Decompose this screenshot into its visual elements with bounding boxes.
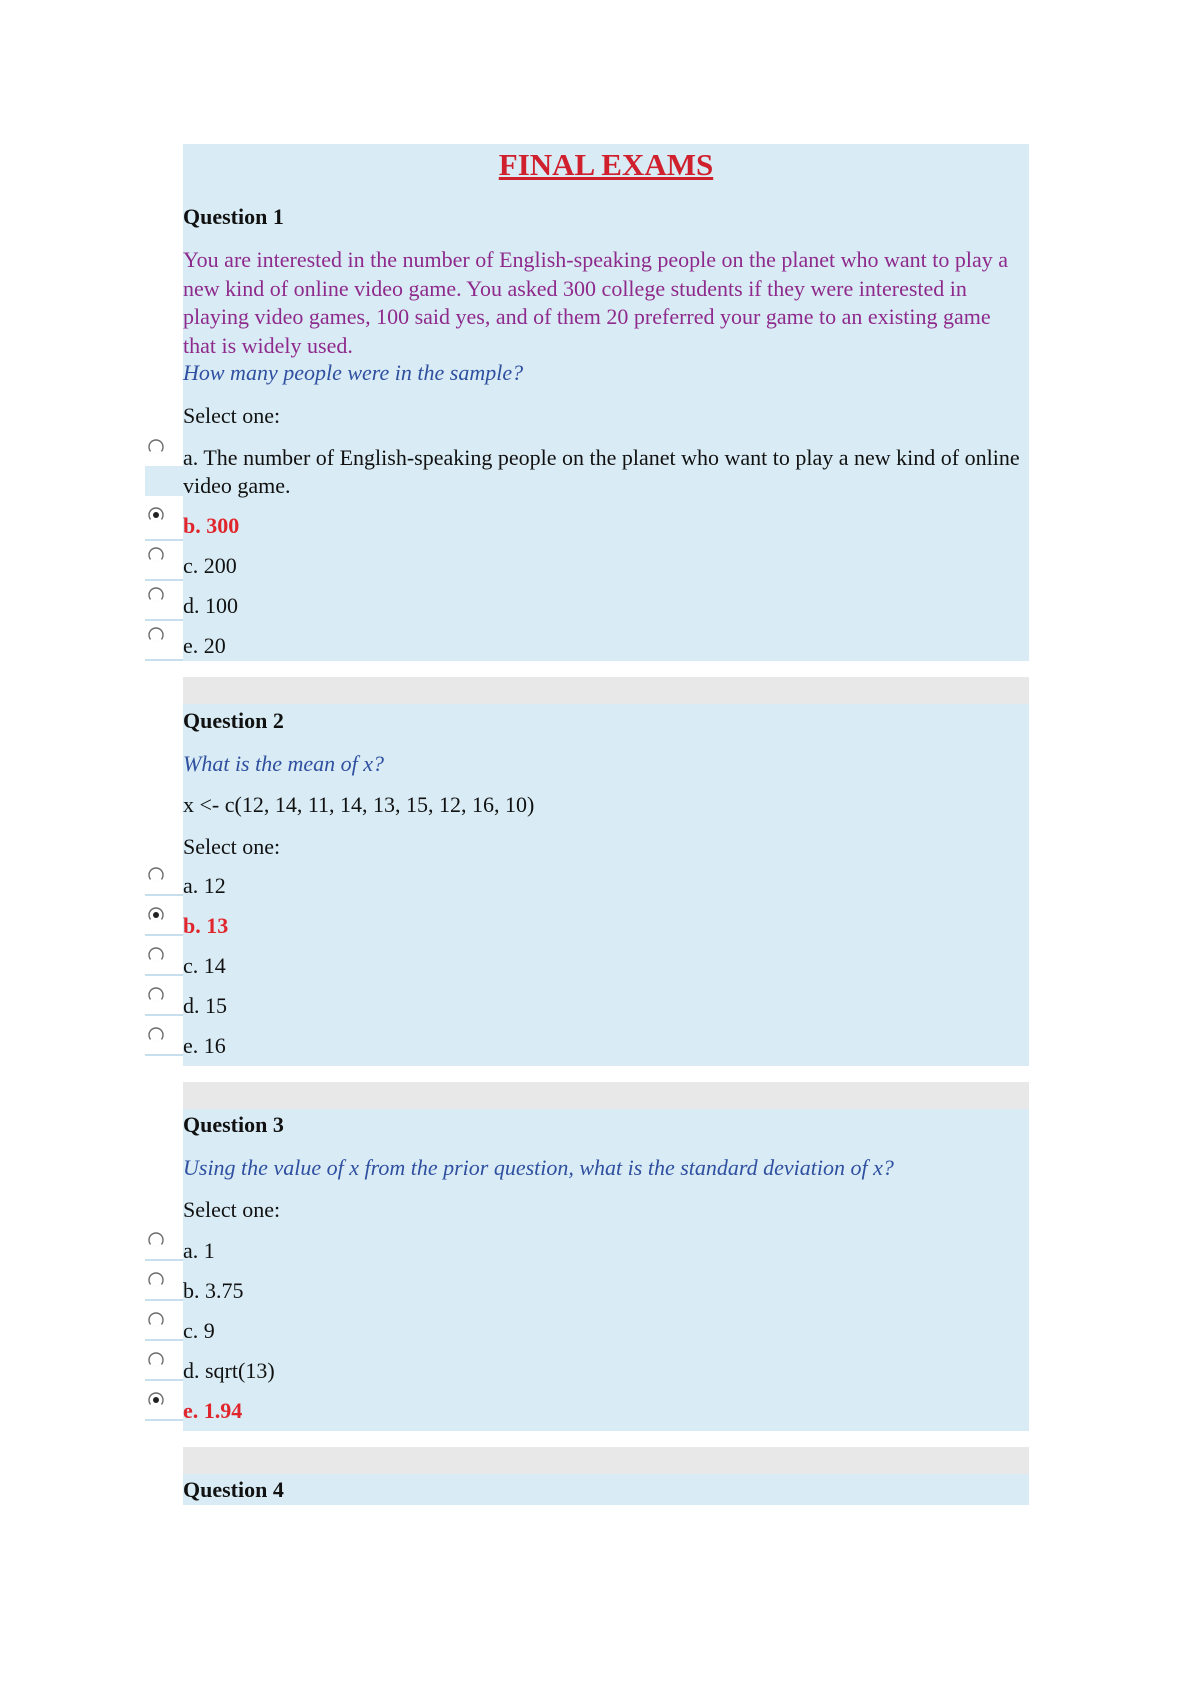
question-3-prompt: Using the value of x from the prior question, what is the standard deviation of x? [183, 1155, 894, 1180]
radio-button[interactable] [147, 438, 165, 456]
radio-button[interactable] [147, 1271, 165, 1289]
question-1-stem: You are interested in the number of English-speaking people on the planet who want to play a new kind of online video game. You asked 300 college students if they were interested in playing video games, 100 said yes, and of them 20 preferred your game to an existing game that is widely used. [183, 247, 1009, 358]
radio-button[interactable] [147, 986, 165, 1004]
option-underline [145, 894, 183, 896]
radio-button[interactable] [147, 946, 165, 964]
question-separator [183, 677, 1029, 704]
question-2-option-c[interactable]: c. 14 [183, 953, 226, 978]
radio-button[interactable] [147, 626, 165, 644]
question-separator [183, 1447, 1029, 1474]
radio-button[interactable] [147, 586, 165, 604]
option-underline [145, 934, 183, 936]
question-3-option-b[interactable]: b. 3.75 [183, 1278, 244, 1303]
question-1-option-b[interactable]: b. 300 [183, 513, 240, 538]
question-separator [183, 1082, 1029, 1109]
question-4-heading: Question 4 [183, 1477, 284, 1502]
question-2-option-d[interactable]: d. 15 [183, 993, 227, 1018]
option-underline [145, 1339, 183, 1341]
option-underline [145, 1379, 183, 1381]
question-3-heading: Question 3 [183, 1112, 284, 1137]
select-one-label: Select one: [183, 1197, 281, 1222]
question-3-option-c[interactable]: c. 9 [183, 1318, 215, 1343]
select-one-label: Select one: [183, 834, 281, 859]
question-3-option-e[interactable]: e. 1.94 [183, 1398, 243, 1423]
radio-button-checked[interactable] [147, 506, 165, 524]
question-1-option-c[interactable]: c. 200 [183, 553, 237, 578]
radio-button[interactable] [147, 1026, 165, 1044]
option-underline [145, 619, 183, 621]
radio-button[interactable] [147, 866, 165, 884]
question-3-option-d[interactable]: d. sqrt(13) [183, 1358, 275, 1383]
option-underline [145, 539, 183, 541]
radio-button[interactable] [147, 1311, 165, 1329]
option-underline [145, 974, 183, 976]
question-3-option-a[interactable]: a. 1 [183, 1238, 215, 1263]
question-1-option-d[interactable]: d. 100 [183, 593, 238, 618]
question-2-option-e[interactable]: e. 16 [183, 1033, 226, 1058]
question-2-prompt: What is the mean of x? [183, 751, 385, 776]
question-1-heading: Question 1 [183, 204, 284, 229]
radio-button-checked[interactable] [147, 906, 165, 924]
option-underline [145, 579, 183, 581]
option-underline [145, 1014, 183, 1016]
option-underline [145, 1259, 183, 1261]
radio-button[interactable] [147, 1231, 165, 1249]
option-highlight-strip [145, 466, 183, 496]
option-underline [145, 1054, 183, 1056]
radio-button-checked[interactable] [147, 1391, 165, 1409]
radio-button[interactable] [147, 1351, 165, 1369]
question-2-heading: Question 2 [183, 708, 284, 733]
radio-button[interactable] [147, 546, 165, 564]
question-2-code: x <- c(12, 14, 11, 14, 13, 15, 12, 16, 10) [183, 792, 535, 817]
option-underline [145, 1419, 183, 1421]
select-one-label: Select one: [183, 403, 281, 428]
page-title: FINAL EXAMS [498, 147, 714, 182]
question-2-option-b[interactable]: b. 13 [183, 913, 229, 938]
question-1-option-e[interactable]: e. 20 [183, 633, 226, 658]
option-underline [145, 659, 183, 661]
question-2-option-a[interactable]: a. 12 [183, 873, 226, 898]
question-1-prompt: How many people were in the sample? [183, 360, 524, 385]
question-1-option-a[interactable]: a. The number of English-speaking people on the planet who want to play a new kind of online video game. [183, 445, 1020, 498]
option-underline [145, 1299, 183, 1301]
